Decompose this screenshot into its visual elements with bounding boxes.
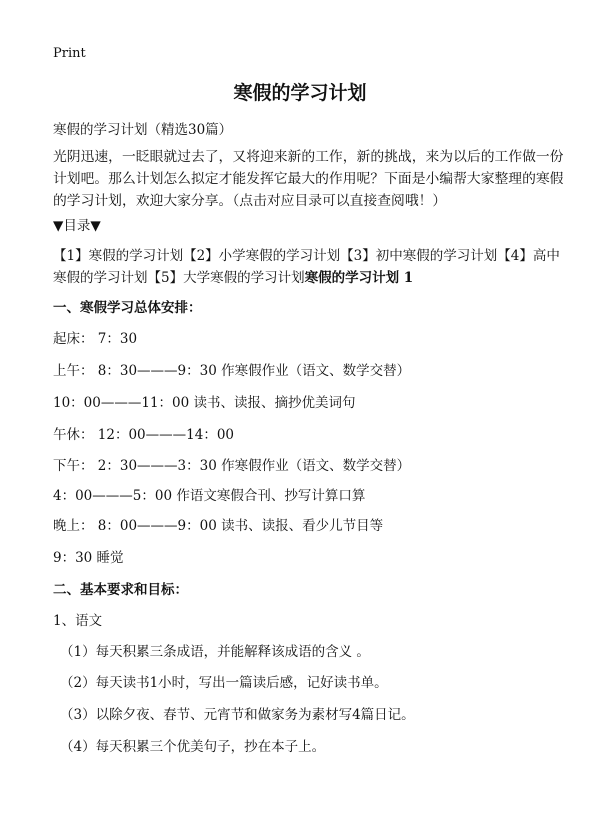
requirement-item: （4）每天积累三个优美句子，抄在本子上。 (60, 739, 326, 755)
toc-heading: ▼目录▼ (53, 218, 101, 234)
toc-links[interactable]: 【1】寒假的学习计划【2】小学寒假的学习计划【3】初中寒假的学习计划【4】高中寒假的学习计划【5】大学寒假的学习计划 (53, 248, 560, 286)
schedule-line: 10：00———11：00 读书、读报、摘抄优美词句 (53, 395, 356, 411)
document-subtitle: 寒假的学习计划（精选30篇） (53, 122, 233, 138)
section2-heading: 二、基本要求和目标： (53, 582, 188, 598)
schedule-line: 起床： 7：30 (53, 331, 138, 347)
print-label[interactable]: Print (53, 46, 86, 61)
document-title: 寒假的学习计划 (233, 82, 367, 104)
subject-heading: 1、语文 (53, 613, 103, 629)
intro-paragraph: 光阴迅速，一眨眼就过去了，又将迎来新的工作，新的挑战，来为以后的工作做一份计划吧。那么计划怎么拟定才能发挥它最大的作用呢？下面是小编帮大家整理的寒假的学习计划，欢迎大家分享。（点击对应目录可以直接查阅哦！） (53, 149, 564, 209)
toc-tail-bold: 寒假的学习计划 1 (304, 270, 414, 286)
requirement-item: （3）以除夕夜、春节、元宵节和做家务为素材写4篇日记。 (60, 707, 415, 723)
schedule-line: 下午： 2：30———3：30 作寒假作业（语文、数学交替） (53, 458, 411, 474)
schedule-line: 午休： 12：00———14：00 (53, 427, 235, 443)
section1-heading: 一、寒假学习总体安排： (53, 300, 202, 316)
schedule-line: 4：00———5：00 作语文寒假合刊、抄写计算口算 (53, 488, 366, 504)
schedule-line: 晚上： 8：00———9：00 读书、读报、看少儿节目等 (53, 518, 384, 534)
schedule-line: 上午： 8：30———9：30 作寒假作业（语文、数学交替） (53, 363, 411, 379)
requirement-item: （2）每天读书1小时，写出一篇读后感，记好读书单。 (60, 675, 388, 691)
toc-paragraph[interactable] (53, 245, 567, 289)
requirement-item: （1）每天积累三条成语，并能解释该成语的含义 。 (60, 644, 370, 660)
schedule-line: 9：30 睡觉 (53, 550, 124, 566)
